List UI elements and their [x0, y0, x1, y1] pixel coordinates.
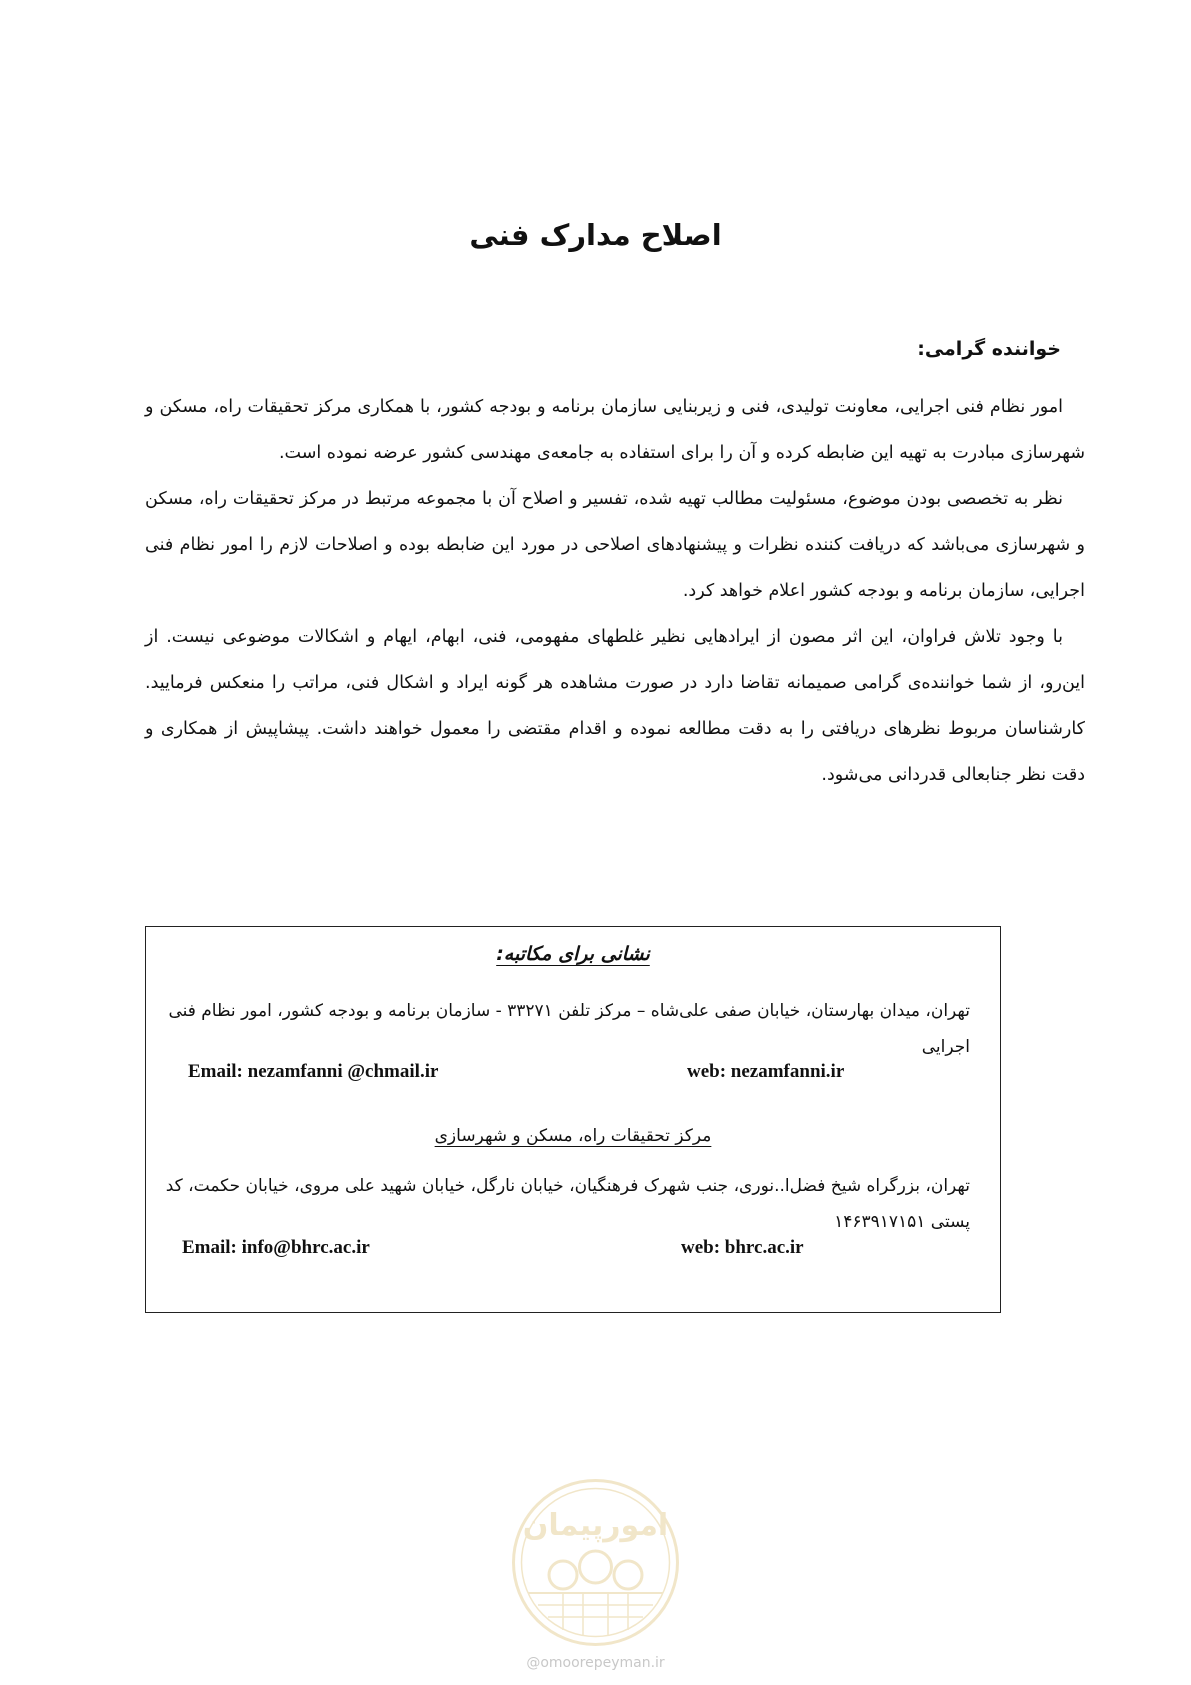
paragraph-responsibility: نظر به تخصصی بودن موضوع، مسئولیت مطالب تهیه شده، تفسیر و اصلاح آن با مجموعه مرتبط در مرکز تحقیقات راه، مسکن و شهرسازی می‌باشد که دریافت کننده نظرات و پیشنهادهای اصلاحی در مورد این ضابطه بوده و اصلاحات لازم را امور نظام فنی اجرایی، سازمان برنامه و بودجه کشور اعلام خواهد کرد. [145, 489, 1085, 601]
correspondence-address-box [145, 926, 1001, 1313]
email-bhrc: Email: info@bhrc.ac.ir [182, 1237, 370, 1258]
paragraph-intro: امور نظام فنی اجرایی، معاونت تولیدی، فنی و زیربنایی سازمان برنامه و بودجه کشور، با همکاری مرکز تحقیقات راه، مسکن و شهرسازی مبادرت به تهیه این ضابطه کرده و آن را برای استفاده به جامعه‌ی مهندسی کشور عرضه نموده است. [145, 397, 1085, 463]
email-nezamfanni: Email: nezamfanni @chmail.ir [188, 1061, 439, 1082]
address-box-heading: نشانی برای مکاتبه: [496, 943, 650, 965]
org-name-bhrc: مرکز تحقیقات راه، مسکن و شهرسازی [434, 1126, 712, 1146]
page-title: اصلاح مدارک فنی [469, 218, 722, 252]
body-text [145, 384, 1085, 798]
watermark-handle: @omoorepeyman.ir [526, 1655, 665, 1671]
address-bhrc: تهران، بزرگراه شیخ فضل‌ا..نوری، جنب شهرک فرهنگیان، خیابان نارگل، خیابان شهید علی مروی، خیابان حکمت، کد پستی ۱۴۶۳۹۱۷۱۵۱ [165, 1176, 970, 1232]
web-bhrc: web: bhrc.ac.ir [681, 1237, 804, 1258]
watermark-logo-text: امورپیمان [522, 1508, 669, 1543]
address-nezamfanni: تهران، میدان بهارستان، خیابان صفی علی‌شاه – مرکز تلفن ۳۳۲۷۱ - سازمان برنامه و بودجه کشور، امور نظام فنی اجرایی [168, 1001, 970, 1057]
greeting: خواننده گرامی: [917, 338, 1061, 360]
web-nezamfanni: web: nezamfanni.ir [687, 1061, 845, 1082]
watermark-logo [508, 1475, 683, 1650]
paragraph-feedback: با وجود تلاش فراوان، این اثر مصون از ایرادهایی نظیر غلطهای مفهومی، فنی، ابهام، ایهام و اشکالات موضوعی نیست. از این‌رو، از شما خواننده‌ی گرامی صمیمانه تقاضا دارد در صورت مشاهده هر گونه ایراد و اشکال فنی، مراتب را منعکس فرمایید. کارشناسان مربوط نظرهای دریافتی را به دقت مطالعه نموده و اقدام مقتضی را معمول خواهند داشت. پیشاپیش از همکاری و دقت نظر جنابعالی قدردانی می‌شود. [145, 627, 1085, 785]
